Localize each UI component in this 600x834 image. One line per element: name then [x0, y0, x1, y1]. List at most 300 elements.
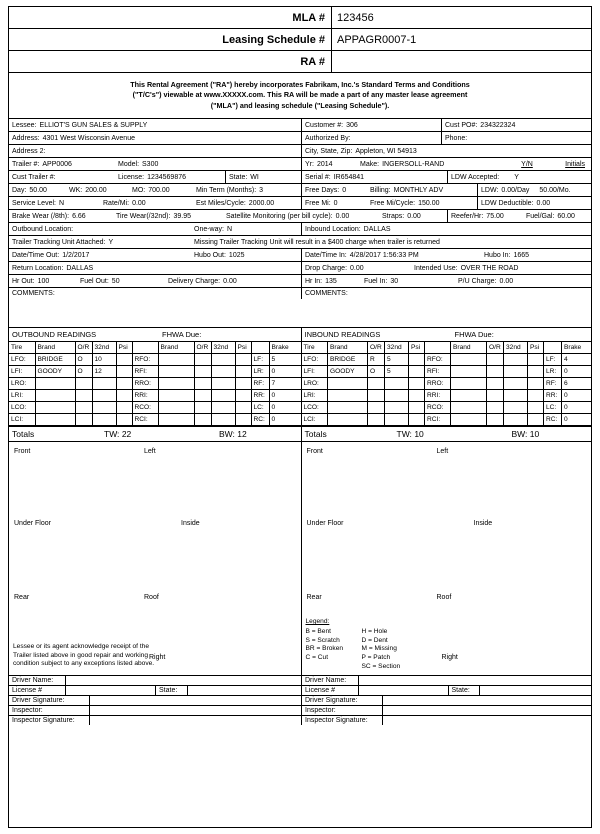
inbound-diagram[interactable] — [301, 442, 592, 675]
inspector-out — [9, 706, 301, 715]
tire-32nd-right[interactable] — [504, 354, 528, 366]
hubo-in-value[interactable]: 1665 — [513, 251, 530, 259]
brake-value[interactable]: 7 — [269, 378, 301, 390]
outbound-location-label: Outbound Location: — [12, 225, 74, 233]
tire-32nd-right[interactable] — [504, 402, 528, 414]
col-tire-right — [425, 342, 451, 354]
brake-value[interactable]: 0 — [269, 390, 301, 402]
brake-pos: LC: — [544, 402, 562, 414]
tire-psi-right[interactable] — [235, 402, 251, 414]
tire-psi[interactable] — [409, 414, 425, 426]
model-cell — [115, 158, 301, 170]
fuel-in-label: Fuel In: — [364, 277, 388, 285]
tire-or[interactable] — [368, 402, 385, 414]
tire-brand[interactable] — [328, 378, 368, 390]
lessee-value[interactable]: ELLIOT'S GUN SALES & SUPPLY — [39, 121, 148, 129]
date-in-value[interactable]: 4/28/2017 1:56:33 PM — [349, 251, 419, 259]
rate-row — [9, 184, 591, 197]
driver-name-value-in[interactable] — [358, 676, 592, 685]
tire-or-right[interactable] — [194, 414, 211, 426]
brake-value[interactable]: 0 — [562, 414, 592, 426]
tire-pos-right: RCI: — [425, 414, 451, 426]
outbound-tw-label: TW: — [104, 429, 120, 440]
ldw-accepted-value[interactable]: Y — [514, 173, 519, 181]
authorized-by-label: Authorized By: — [305, 134, 351, 142]
city-state-zip-value[interactable]: Appleton, WI 54913 — [355, 147, 417, 155]
driver-signature-value-in[interactable] — [382, 696, 592, 705]
free-days-value[interactable]: 0 — [342, 186, 347, 194]
info-grid — [9, 119, 591, 328]
intended-use-value[interactable]: OVER THE ROAD — [460, 264, 519, 272]
state-value-in[interactable] — [479, 686, 592, 695]
inspector-value-out[interactable] — [89, 706, 301, 715]
tire-or-right[interactable] — [487, 378, 504, 390]
serial-cell — [301, 171, 447, 183]
inbound-location-value[interactable]: DALLAS — [363, 225, 391, 233]
mla-value[interactable]: 123456 — [331, 7, 591, 28]
tire-psi[interactable] — [116, 390, 132, 402]
license-value[interactable]: 1234569876 — [147, 173, 187, 181]
tire-psi-right[interactable] — [235, 378, 251, 390]
tire-or-right[interactable] — [487, 414, 504, 426]
tire-brand[interactable] — [328, 402, 368, 414]
state-label-in: State: — [448, 686, 480, 695]
diagram-front-label-out: Front — [14, 448, 31, 456]
outbound-bw-value[interactable]: 12 — [237, 429, 247, 440]
free-mi-cycle-cell — [367, 197, 477, 209]
tire-psi-right[interactable] — [235, 390, 251, 402]
date-in-cell — [301, 249, 481, 261]
tire-brand-right[interactable] — [451, 402, 487, 414]
tire-brand[interactable] — [35, 390, 75, 402]
cust-trailer-label: Cust Trailer #: — [12, 173, 56, 181]
col-brake-pos — [544, 342, 562, 354]
tire-32nd[interactable] — [92, 390, 116, 402]
min-term-label: Min Term (Months): — [196, 186, 257, 194]
ldw-deductible-value[interactable]: 0.00 — [536, 199, 551, 207]
rate-mi-cell — [100, 197, 193, 209]
service-level-value[interactable]: N — [58, 199, 65, 207]
free-mi-cycle-value[interactable]: 150.00 — [418, 199, 440, 207]
cust-trailer-row — [9, 171, 591, 184]
tire-brand[interactable]: BRIDGE — [328, 354, 368, 366]
diagram-inside-label-in: Inside — [473, 520, 493, 528]
inbound-location-label: Inbound Location: — [305, 225, 361, 233]
tire-or-right[interactable] — [487, 390, 504, 402]
intro-line-1: This Rental Agreement ("RA") hereby incorporates Fabrikam, Inc.'s Standard Terms and Conditions — [130, 80, 470, 89]
tracking-value[interactable]: Y — [108, 238, 114, 246]
inspector-value-in[interactable] — [382, 706, 592, 715]
col-psi-right: Psi — [528, 342, 544, 354]
outbound-diagram[interactable] — [9, 442, 301, 675]
straps-value[interactable]: 0.00 — [407, 212, 421, 220]
inbound-readings-table — [302, 341, 592, 426]
leasing-schedule-row — [9, 29, 591, 51]
col-brake: Brake — [562, 342, 592, 354]
tire-or-right[interactable] — [487, 366, 504, 378]
tire-brand[interactable]: GOODY — [35, 366, 75, 378]
tire-psi[interactable] — [409, 354, 425, 366]
col-or: O/R — [75, 342, 92, 354]
state-value[interactable]: WI — [250, 173, 259, 181]
brake-pos: RC: — [544, 414, 562, 426]
tire-or[interactable] — [368, 378, 385, 390]
address-row — [9, 132, 591, 145]
brake-value[interactable]: 0 — [562, 390, 592, 402]
tire-32nd-right[interactable] — [211, 390, 235, 402]
cust-po-value[interactable]: 234322324 — [480, 121, 516, 129]
free-mi-value[interactable]: 0 — [333, 199, 338, 207]
date-out-value[interactable]: 1/2/2017 — [62, 251, 90, 259]
outbound-tw-value[interactable]: 22 — [121, 429, 132, 440]
tire-or[interactable]: O — [368, 366, 385, 378]
ldw-month-value[interactable]: 50.00/Mo. — [539, 186, 571, 194]
tire-or-right[interactable] — [487, 354, 504, 366]
tire-psi[interactable] — [409, 402, 425, 414]
tire-or-right[interactable] — [194, 354, 211, 366]
diagram-front-label-in: Front — [306, 448, 323, 456]
ldw-accepted-cell — [447, 171, 591, 183]
tire-32nd[interactable] — [385, 414, 409, 426]
brake-value[interactable]: 5 — [269, 354, 301, 366]
service-level-cell — [9, 197, 100, 209]
tire-brand[interactable] — [328, 390, 368, 402]
brake-value[interactable]: 0 — [269, 402, 301, 414]
tire-pos-right: RCO: — [132, 402, 158, 414]
make-label: Make: — [360, 160, 380, 168]
tire-32nd[interactable] — [385, 402, 409, 414]
ra-label: RA # — [300, 55, 325, 68]
tire-32nd-right[interactable] — [211, 354, 235, 366]
satellite-label: Satellite Monitoring (per bill cycle): — [226, 212, 333, 220]
satellite-value[interactable]: 0.00 — [335, 212, 350, 220]
legend-title: Legend: — [305, 618, 330, 626]
phone-label: Phone: — [445, 134, 468, 142]
tire-psi[interactable] — [116, 414, 132, 426]
tire-psi-right[interactable] — [528, 414, 544, 426]
tire-32nd[interactable]: 5 — [385, 366, 409, 378]
reefer-label: Reefer/Hr: — [451, 212, 484, 220]
fuel-in-value[interactable]: 30 — [390, 277, 399, 285]
tire-32nd[interactable]: 12 — [92, 366, 116, 378]
inbound-bw-label: BW: — [511, 429, 528, 440]
tire-32nd-right[interactable] — [504, 366, 528, 378]
state-cell — [225, 171, 301, 183]
driver-name-out — [9, 676, 301, 685]
billing-value[interactable]: MONTHLY ADV — [393, 186, 444, 194]
tire-pos-right: RRO: — [132, 378, 158, 390]
rate-mi-label: Rate/Mi: — [103, 199, 130, 207]
trailer-cell — [9, 158, 115, 170]
comments-out-cell[interactable] — [9, 288, 301, 299]
outbound-totals — [9, 426, 301, 441]
tire-psi-right[interactable] — [528, 366, 544, 378]
brake-value[interactable]: 6 — [562, 378, 592, 390]
tracking-note: Missing Trailer Tracking Unit will result in a $400 charge when trailer is returned — [194, 238, 440, 246]
tire-or[interactable]: O — [75, 354, 92, 366]
tire-wear-value[interactable]: 39.95 — [173, 212, 191, 220]
driver-signature-in — [301, 696, 592, 705]
tire-or[interactable] — [368, 390, 385, 402]
tire-32nd-right[interactable] — [211, 414, 235, 426]
tire-or-right[interactable] — [194, 390, 211, 402]
pu-charge-value[interactable]: 0.00 — [499, 277, 514, 285]
inbound-bw-value[interactable]: 10 — [529, 429, 540, 440]
tire-or[interactable] — [75, 390, 92, 402]
tire-32nd[interactable]: 5 — [385, 354, 409, 366]
comments-in-cell[interactable] — [301, 288, 591, 299]
tire-psi-right[interactable] — [528, 378, 544, 390]
tire-brand-right[interactable] — [158, 414, 194, 426]
col-psi: Psi — [116, 342, 132, 354]
tire-brand[interactable] — [328, 414, 368, 426]
tire-32nd-right[interactable] — [504, 390, 528, 402]
outbound-tw — [104, 429, 219, 439]
date-in-label: Date/Time In: — [305, 251, 347, 259]
hubo-out-value[interactable]: 1025 — [228, 251, 245, 259]
day-rate-value[interactable]: 50.00 — [29, 186, 47, 194]
lessee-row — [9, 119, 591, 132]
est-miles-label: Est Miles/Cycle: — [196, 199, 246, 207]
year-value[interactable]: 2014 — [316, 160, 333, 168]
driver-name-value-out[interactable] — [65, 676, 301, 685]
tire-or-right[interactable] — [194, 378, 211, 390]
est-miles-value[interactable]: 2000.00 — [248, 199, 275, 207]
brake-wear-value[interactable]: 6.66 — [72, 212, 86, 220]
inspector-signature-value-in[interactable] — [382, 716, 592, 725]
tire-brand-right[interactable] — [451, 354, 487, 366]
state-value-out[interactable] — [187, 686, 301, 695]
yn-label: Y/N — [521, 160, 533, 168]
tire-or-right[interactable] — [194, 366, 211, 378]
tire-or-right[interactable] — [194, 402, 211, 414]
inspection-diagram-section — [9, 442, 591, 676]
customer-label: Customer #: — [305, 121, 344, 129]
one-way-cell — [191, 223, 301, 235]
col-psi: Psi — [409, 342, 425, 354]
brake-value[interactable]: 0 — [269, 366, 301, 378]
driver-name-label-in: Driver Name: — [305, 677, 347, 685]
col-32nd: 32nd — [385, 342, 409, 354]
damage-legend — [306, 618, 411, 671]
tire-brand[interactable]: GOODY — [328, 366, 368, 378]
hr-out-value[interactable]: 100 — [37, 277, 50, 285]
tire-psi-right[interactable] — [235, 354, 251, 366]
brake-pos: LR: — [251, 366, 269, 378]
tire-psi-right[interactable] — [528, 354, 544, 366]
driver-signature-value-out[interactable] — [89, 696, 301, 705]
tire-psi-right[interactable] — [235, 366, 251, 378]
license-value-in[interactable] — [358, 686, 448, 695]
tire-psi-right[interactable] — [235, 414, 251, 426]
inspector-signature-value-out[interactable] — [89, 716, 301, 725]
inspector-signature-label-out: Inspector Signature: — [12, 717, 75, 725]
legend-left: BR = Broken — [305, 645, 344, 653]
tire-brand[interactable] — [35, 378, 75, 390]
tire-pos-right: RFO: — [425, 354, 451, 366]
tire-pos-right: RFI: — [132, 366, 158, 378]
driver-name-row — [9, 676, 591, 685]
delivery-charge-value[interactable]: 0.00 — [223, 277, 237, 285]
legend-left — [306, 663, 362, 672]
brake-value[interactable]: 0 — [562, 402, 592, 414]
tire-brand[interactable]: BRIDGE — [35, 354, 75, 366]
tire-32nd[interactable] — [385, 378, 409, 390]
brake-value[interactable]: 4 — [562, 354, 592, 366]
drop-charge-cell — [301, 262, 411, 274]
outbound-fhwa-label: FHWA Due: — [162, 330, 202, 340]
week-rate-value[interactable]: 200.00 — [85, 186, 107, 194]
ldw-accepted-label: LDW Accepted: — [451, 173, 500, 181]
trailer-value[interactable]: APP0006 — [42, 160, 72, 168]
tire-or-right[interactable] — [487, 402, 504, 414]
drop-charge-label: Drop Charge: — [305, 264, 348, 272]
return-location-row — [9, 262, 591, 275]
brake-wear-cell — [9, 210, 113, 222]
inspector-label-in: Inspector: — [305, 707, 336, 715]
tire-wear-cell — [113, 210, 223, 222]
tire-32nd[interactable] — [92, 414, 116, 426]
col-tire: Tire — [9, 342, 35, 354]
tire-or[interactable] — [368, 414, 385, 426]
tire-32nd-right[interactable] — [211, 402, 235, 414]
trailer-label: Trailer #: — [12, 160, 40, 168]
tire-pos: LFO: — [9, 354, 35, 366]
ra-value[interactable] — [331, 51, 591, 72]
fuel-gal-value[interactable]: 60.00 — [557, 212, 575, 220]
rental-agreement-sheet — [8, 6, 592, 828]
table-row — [9, 378, 301, 390]
tracking-row — [9, 236, 591, 249]
tire-brand-right[interactable] — [451, 378, 487, 390]
brake-pos: RF: — [251, 378, 269, 390]
tire-brand-right[interactable] — [158, 366, 194, 378]
tire-pos: LFO: — [302, 354, 328, 366]
min-term-value[interactable]: 3 — [259, 186, 264, 194]
tire-32nd[interactable] — [92, 402, 116, 414]
tire-or[interactable] — [75, 402, 92, 414]
hr-in-value[interactable]: 135 — [325, 277, 337, 285]
legend-row — [306, 654, 411, 663]
tire-32nd-right[interactable] — [504, 414, 528, 426]
tire-32nd-right[interactable] — [504, 378, 528, 390]
inbound-tw — [397, 429, 512, 439]
drop-charge-value[interactable]: 0.00 — [350, 264, 364, 272]
tire-brand-right[interactable] — [451, 366, 487, 378]
tire-32nd-right[interactable] — [211, 378, 235, 390]
brake-pos: RF: — [544, 378, 562, 390]
rate-mi-value[interactable]: 0.00 — [132, 199, 146, 207]
reefer-value[interactable]: 75.00 — [486, 212, 504, 220]
tire-32nd[interactable]: 10 — [92, 354, 116, 366]
ldw-rate-cell — [477, 184, 591, 196]
ldw-day-value[interactable]: 0.00/Day — [501, 186, 530, 194]
outbound-location-cell — [9, 223, 191, 235]
table-row — [302, 414, 592, 426]
tire-psi[interactable] — [116, 402, 132, 414]
ldw-rate-label: LDW: — [481, 186, 499, 194]
tire-or[interactable]: O — [75, 366, 92, 378]
address-value[interactable]: 4301 West Wisconsin Avenue — [42, 134, 135, 142]
return-location-cell — [9, 262, 301, 274]
tire-pos-right: RFI: — [425, 366, 451, 378]
license-cell — [115, 171, 225, 183]
service-level-row — [9, 197, 591, 210]
city-state-zip-cell — [301, 145, 591, 157]
leasing-schedule-value[interactable]: APPAGR0007-1 — [331, 29, 591, 50]
comments-row — [9, 288, 591, 328]
fuel-out-value[interactable]: 50 — [111, 277, 120, 285]
hr-in-label: Hr In: — [305, 277, 323, 285]
tire-psi[interactable] — [116, 366, 132, 378]
col-or-right: O/R — [194, 342, 211, 354]
brake-value[interactable]: 0 — [269, 414, 301, 426]
month-rate-value[interactable]: 700.00 — [148, 186, 170, 194]
pu-charge-cell — [455, 275, 591, 287]
inspector-row — [9, 705, 591, 715]
customer-value[interactable]: 306 — [346, 121, 358, 129]
tire-psi[interactable] — [409, 378, 425, 390]
tire-or[interactable] — [75, 378, 92, 390]
satellite-cell — [223, 210, 379, 222]
tire-brand-right[interactable] — [158, 378, 194, 390]
comments-out-label: COMMENTS: — [12, 290, 55, 298]
tire-psi[interactable] — [409, 366, 425, 378]
license-label-in: License # — [305, 687, 335, 695]
tire-32nd[interactable] — [385, 390, 409, 402]
day-rate-label: Day: — [12, 186, 27, 194]
tire-brand-right[interactable] — [451, 414, 487, 426]
leasing-schedule-label: Leasing Schedule # — [222, 33, 325, 46]
one-way-value[interactable]: N — [226, 225, 233, 233]
tire-or[interactable] — [75, 414, 92, 426]
tire-brand-right[interactable] — [451, 390, 487, 402]
outbound-totals-label: Totals — [12, 429, 35, 440]
state-label: State: — [229, 173, 248, 181]
model-value[interactable]: S300 — [142, 160, 159, 168]
tire-32nd-right[interactable] — [211, 366, 235, 378]
col-brand: Brand — [328, 342, 368, 354]
tire-or[interactable]: R — [368, 354, 385, 366]
serial-value[interactable]: IR654841 — [333, 173, 365, 181]
ldw-deductible-label: LDW Deductible: — [481, 199, 534, 207]
comments-in-label: COMMENTS: — [305, 290, 348, 298]
make-value[interactable]: INGERSOLL-RAND — [382, 160, 445, 168]
return-location-value[interactable]: DALLAS — [66, 264, 94, 272]
tire-pos: LFI: — [9, 366, 35, 378]
tire-brand[interactable] — [35, 414, 75, 426]
brake-pos: LC: — [251, 402, 269, 414]
tire-brand-right[interactable] — [158, 390, 194, 402]
col-brand-right: Brand — [451, 342, 487, 354]
initials-header-cell — [547, 158, 591, 170]
tire-psi-right[interactable] — [528, 390, 544, 402]
tire-psi[interactable] — [116, 378, 132, 390]
inbound-tw-value[interactable]: 10 — [414, 429, 424, 440]
tire-brand-right[interactable] — [158, 402, 194, 414]
intended-use-label: Intended Use: — [414, 264, 458, 272]
legend-left: B = Bent — [305, 627, 331, 635]
tire-32nd[interactable] — [92, 378, 116, 390]
license-value-out[interactable] — [65, 686, 155, 695]
tire-psi-right[interactable] — [528, 402, 544, 414]
model-label: Model: — [118, 160, 140, 168]
tire-psi[interactable] — [116, 354, 132, 366]
tire-brand-right[interactable] — [158, 354, 194, 366]
brake-value[interactable]: 0 — [562, 366, 592, 378]
tire-psi[interactable] — [409, 390, 425, 402]
tire-brand[interactable] — [35, 402, 75, 414]
